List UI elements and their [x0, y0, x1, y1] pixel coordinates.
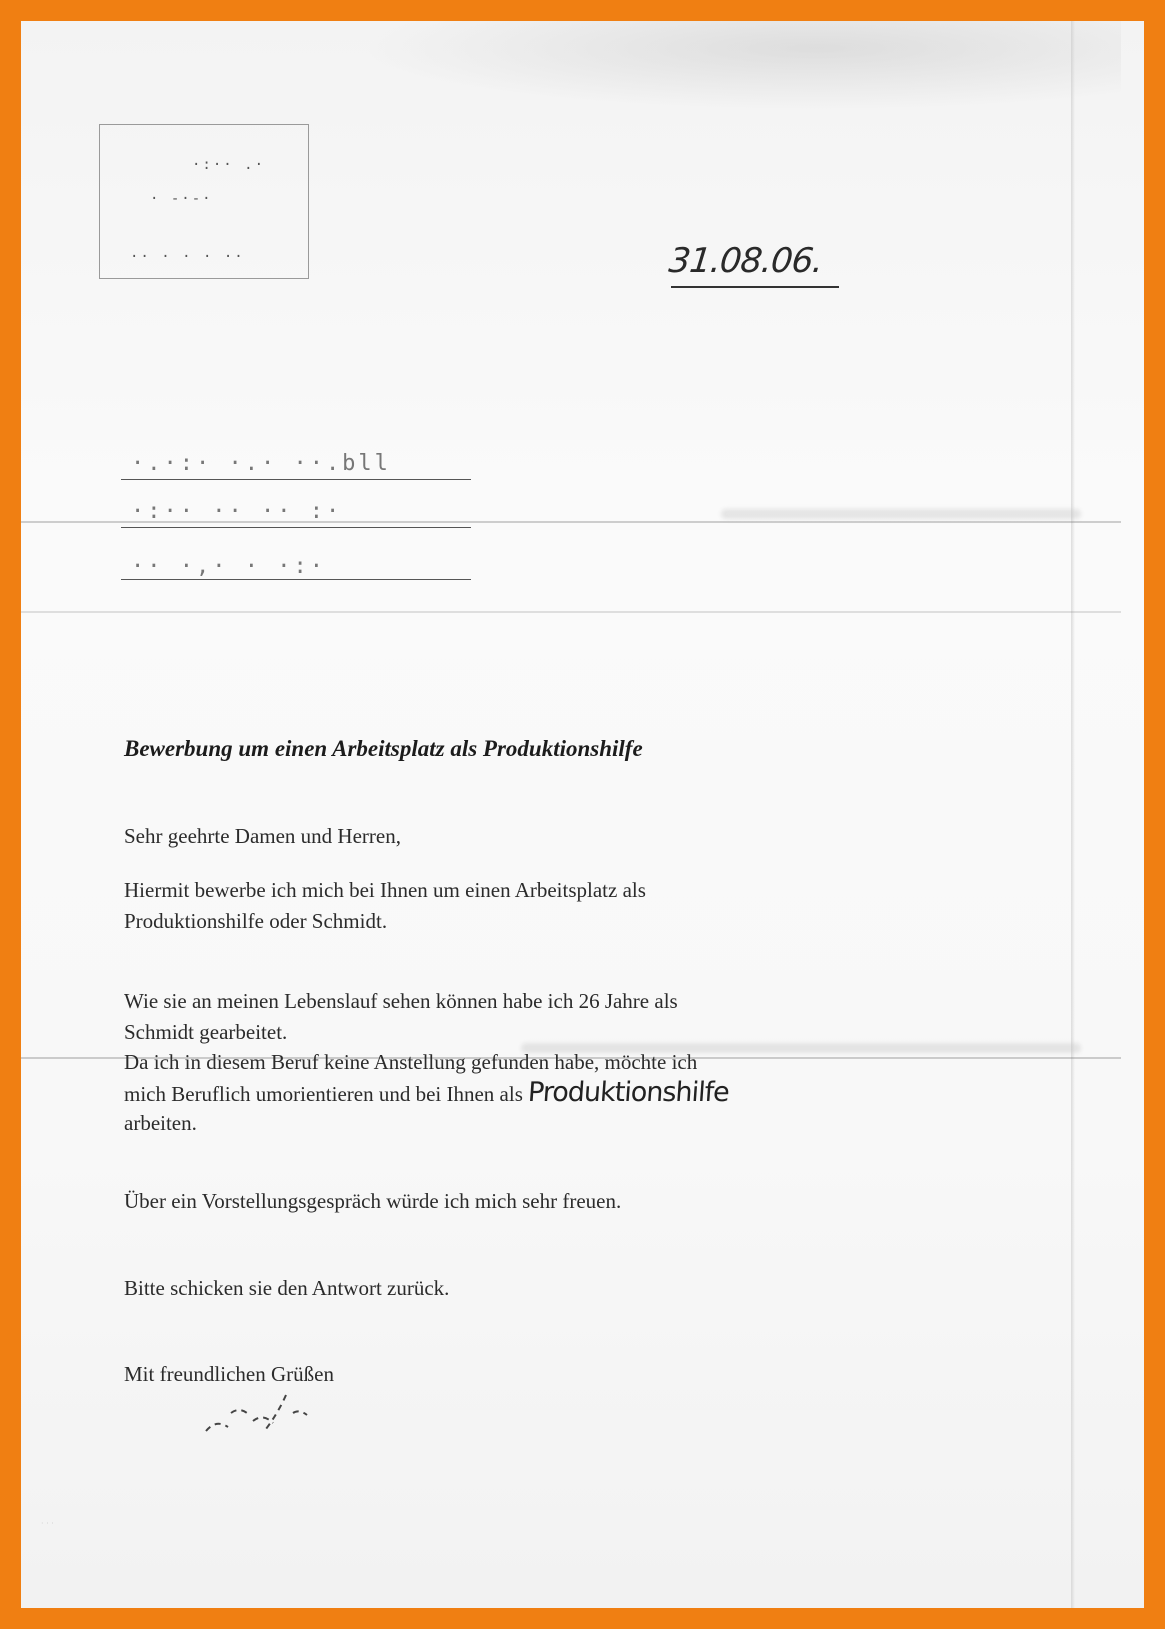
date-underline	[671, 286, 839, 288]
sender-line-1: ·:·· .·	[192, 157, 266, 173]
fold-line-2	[21, 611, 1121, 613]
scan-mark: · · ·	[41, 1519, 54, 1528]
paragraph-2-line-2: Schmidt gearbeitet.	[124, 1020, 288, 1044]
signature-scribble	[201, 1383, 341, 1443]
letter-date	[666, 241, 825, 281]
page-edge	[1071, 21, 1075, 1608]
recipient-line-2: ·:·· ·· ·· :·	[131, 499, 343, 524]
recipient-underline-2	[121, 527, 471, 528]
fold-glare-1	[721, 509, 1081, 519]
recipient-underline-1	[121, 479, 471, 480]
salutation: Sehr geehrte Damen und Herren,	[124, 824, 401, 848]
paragraph-2-line-5: arbeiten.	[124, 1111, 197, 1135]
recipient-line-3: ·· ·,· · ·:·	[131, 554, 326, 579]
sender-line-3: ·· · · · ··	[130, 249, 245, 265]
sender-address-box	[99, 124, 309, 279]
letter-page	[21, 21, 1144, 1608]
date-text: 31.08.06.	[666, 241, 825, 281]
sender-line-2: · -·-·	[150, 191, 213, 207]
paragraph-2-line-4	[124, 1077, 729, 1110]
recipient-underline-3	[121, 579, 471, 580]
paragraph-2-line-3: Da ich in diesem Beruf keine Anstellung gefunden habe, möchte ich	[124, 1050, 698, 1074]
paragraph-reply-request: Bitte schicken sie den Antwort zurück.	[124, 1276, 450, 1300]
letter-subject: Bewerbung um einen Arbeitsplatz als Produktionshilfe	[124, 736, 643, 761]
paragraph-1-line-2: Produktionshilfe oder Schmidt.	[124, 909, 388, 933]
recipient-line-1: ·.·:· ·.· ··.bll	[131, 451, 391, 476]
scan-shadow	[361, 21, 1121, 111]
closing: Mit freundlichen Grüßen	[124, 1362, 334, 1386]
paragraph-2-line-1: Wie sie an meinen Lebenslauf sehen können habe ich 26 Jahre als	[124, 989, 678, 1013]
paragraph-interview: Über ein Vorstellungsgespräch würde ich mich sehr freuen.	[124, 1189, 622, 1213]
handwritten-position: Produktionshilfe	[527, 1077, 730, 1108]
paragraph-2-line-4-text: mich Beruflich umorientieren und bei Ihnen als	[124, 1082, 523, 1106]
paragraph-1-line-1: Hiermit bewerbe ich mich bei Ihnen um einen Arbeitsplatz als	[124, 878, 646, 902]
